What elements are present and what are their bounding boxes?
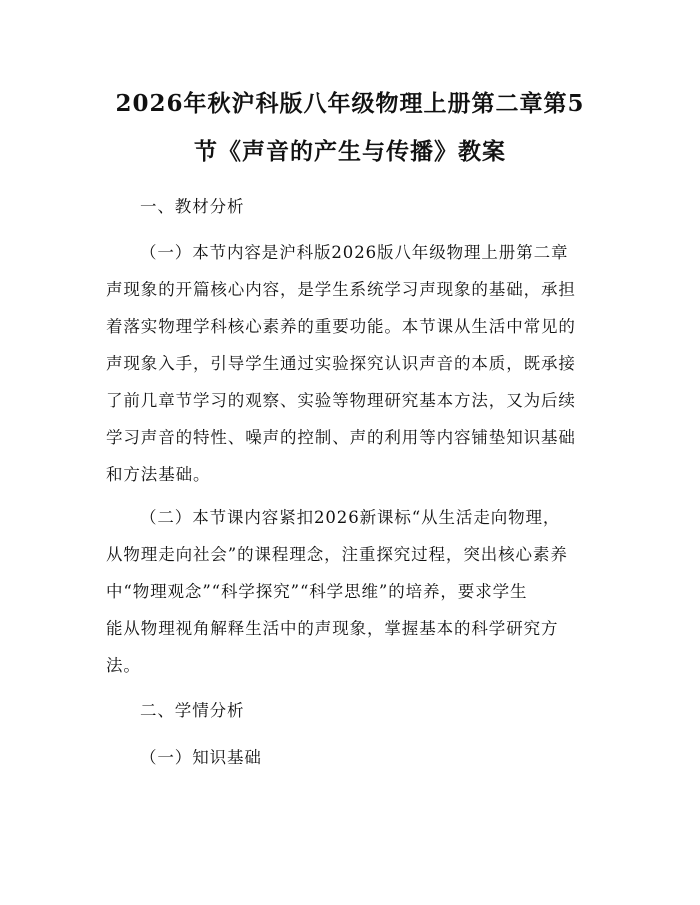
paragraph-line: （二）本节课内容紧扣2026新课标“从生活走向物理， [140, 508, 561, 527]
document-title-line-1: 2026年秋沪科版八年级物理上册第二章第5 [115, 90, 585, 117]
paragraph-line: 法。 [106, 656, 141, 675]
paragraph-line: 从物理走向社会”的课程理念，注重探究过程，突出核心素养 [106, 545, 568, 564]
paragraph-line: 了前几章节学习的观察、实验等物理研究基本方法，又为后续 [106, 391, 576, 410]
paragraph-line: 和方法基础。 [106, 465, 211, 484]
paragraph-line: 能从物理视角解释生活中的声现象，掌握基本的科学研究方 [106, 619, 559, 638]
document-title-line-2: 节《声音的产生与传播》教案 [194, 138, 506, 165]
paragraph-line: 声现象入手，引导学生通过实验探究认识声音的本质，既承接 [106, 354, 576, 373]
paragraph-line: 着落实物理学科核心素养的重要功能。本节课从生活中常见的 [106, 317, 576, 336]
section-heading-textbook-analysis: 一、教材分析 [140, 197, 245, 216]
paragraph-line: 学习声音的特性、噪声的控制、声的利用等内容铺垫知识基础 [106, 428, 576, 447]
section-heading-student-analysis: 二、学情分析 [140, 701, 245, 720]
paragraph-line: （一）本节内容是沪科版2026版八年级物理上册第二章 [140, 243, 569, 262]
subheading-knowledge-base: （一）知识基础 [140, 748, 262, 767]
paragraph-line: 声现象的开篇核心内容，是学生系统学习声现象的基础，承担 [106, 280, 576, 299]
paragraph-line: 中“物理观念”“科学探究”“科学思维”的培养，要求学生 [106, 582, 528, 601]
